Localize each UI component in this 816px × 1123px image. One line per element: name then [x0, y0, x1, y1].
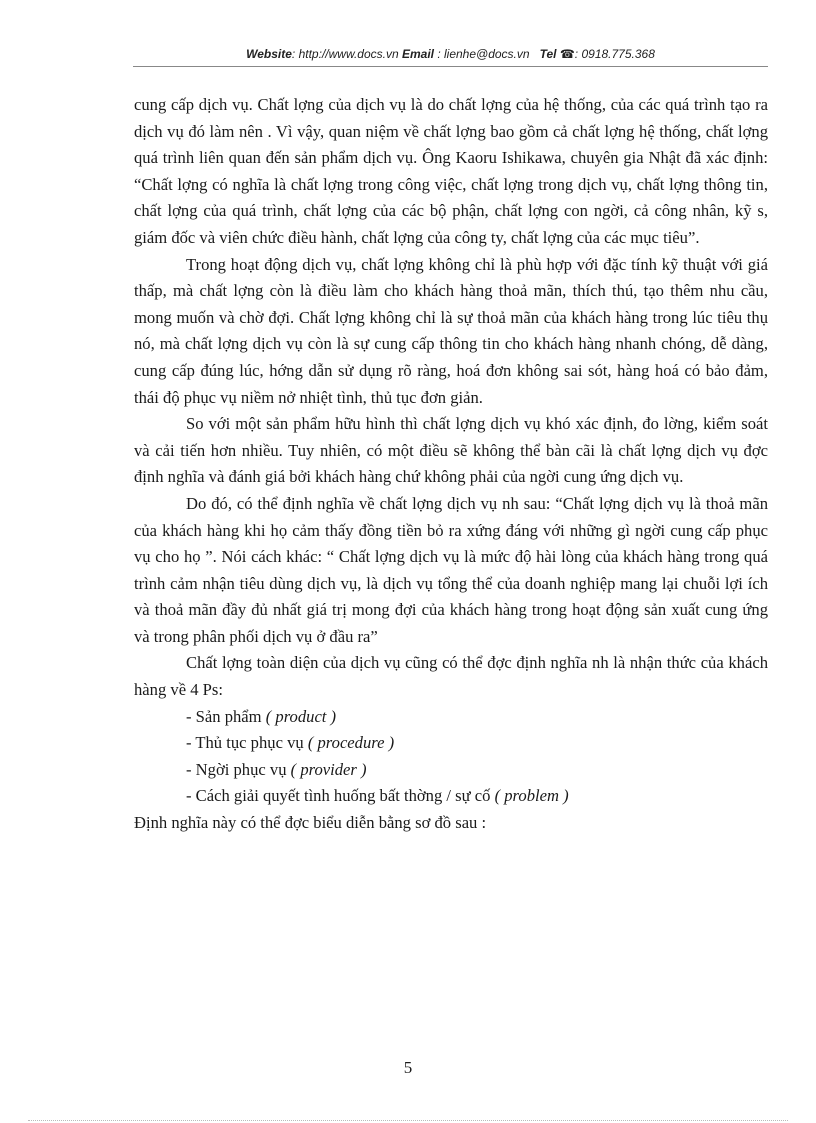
paragraph-5: Chất lợng toàn diện của dịch vụ cũng có thể đợc định nghĩa nh là nhận thức của khách hàng về 4 Ps:: [134, 653, 768, 700]
list-item-product: [134, 704, 768, 731]
page-bottom-rule: [28, 1120, 788, 1121]
list-item-term: ( procedure ): [307, 733, 395, 753]
list-item-procedure: [134, 730, 768, 757]
list-item-provider: [134, 757, 768, 784]
document-body: [134, 92, 768, 837]
phone-icon: ☎: [559, 47, 575, 61]
page-number: 5: [403, 1058, 413, 1077]
email-value: : lienhe@docs.vn: [434, 47, 530, 61]
list-item-term: ( provider ): [290, 759, 367, 779]
page-header: [133, 47, 768, 61]
paragraph-4: Do đó, có thể định nghĩa về chất lợng dịch vụ nh sau: “Chất lợng dịch vụ là thoả mãn của khách hàng khi họ cảm thấy đồng tiền bỏ ra xứng đáng với những gì ngời cung cấp phục vụ cho họ ”. Nói cách khác: “ Chất lợng dịch vụ là mức độ hài lòng của khách hàng trong quá trình cảm nhận tiêu dùng dịch vụ, là dịch vụ tổng thể của doanh nghiệp mang lại chuỗi lợi ích và thoả mãn đầy đủ nhất giá trị mong đợi của khách hàng trong hoạt động sản xuất cung ứng và trong phân phối dịch vụ ở đầu ra”: [134, 493, 768, 646]
list-item-text: - Sản phẩm: [186, 706, 266, 726]
website-label: Website: [246, 47, 292, 61]
list-item-term: ( product ): [265, 706, 337, 726]
list-item-text: - Ngời phục vụ: [186, 759, 291, 779]
list-item-text: - Thủ tục phục vụ: [186, 733, 308, 753]
paragraph-1: cung cấp dịch vụ. Chất lợng của dịch vụ là do chất lợng của hệ thống, của các quá trình tạo ra dịch vụ đó làm nên . Vì vậy, quan niệm về chất lợng bao gồm cả chất lợng hệ thống, chất lợng quá trình liên quan đến sản phẩm dịch vụ. Ông Kaoru Ishikawa, chuyên gia Nhật đã xác định: “Chất lợng có nghĩa là chất lợng trong công việc, chất lợng trong dịch vụ, chất lợng thông tin, chất lợng của quá trình, chất lợng của các bộ phận, chất lợng con ngời, cả công nhân, kỹ s, giám đốc và viên chức điều hành, chất lợng của công ty, chất lợng của các mục tiêu”.: [134, 95, 768, 247]
tel-value: : 0918.775.368: [574, 47, 655, 61]
paragraph-2: Trong hoạt động dịch vụ, chất lợng không chỉ là phù hợp với đặc tính kỹ thuật với giá thấp, mà chất lợng còn là điều làm cho khách hàng thoả mãn, thích thú, tạo thêm nhu cầu, mong muốn và chờ đợi. Chất lợng không chỉ là sự thoả mãn của khách hàng trong lúc tiêu thụ nó, mà chất lợng dịch vụ còn là sự cung cấp thông tin cho khách hàng nhanh chóng, dễ dàng, cung cấp đúng lúc, hớng dẫn sử dụng rõ ràng, hoá đơn không sai sót, hàng hoá có bảo đảm, thái độ phục vụ niềm nở nhiệt tình, thủ tục đơn giản.: [134, 254, 768, 407]
paragraph-6: Định nghĩa này có thể đợc biểu diễn bằng sơ đồ sau :: [134, 813, 487, 833]
paragraph-3: So với một sản phẩm hữu hình thì chất lợng dịch vụ khó xác định, đo lờng, kiểm soát và cải tiến hơn nhiều. Tuy nhiên, có một điều sẽ không thể bàn cãi là chất lợng dịch vụ đợc định nghĩa và đánh giá bởi khách hàng chứ không phải của ngời cung ứng dịch vụ.: [134, 414, 768, 487]
email-label: Email: [401, 47, 434, 61]
tel-label: Tel: [539, 47, 557, 61]
list-item-text: - Cách giải quyết tình huống bất thờng / sự cố: [186, 786, 495, 806]
website-value: : http://www.docs.vn: [291, 47, 399, 61]
header-rule: [133, 66, 768, 67]
list-item-problem: [134, 783, 768, 810]
list-item-term: ( problem ): [494, 786, 569, 806]
